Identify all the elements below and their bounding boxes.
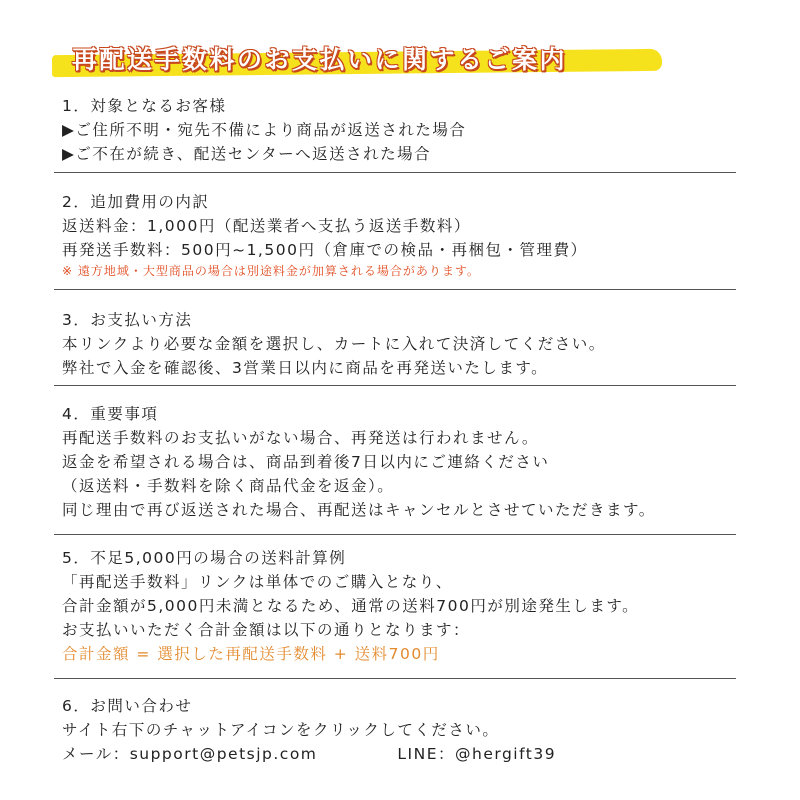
section-note: ※ 遠方地域・大型商品の場合は別途料金が加算される場合があります。	[62, 264, 480, 278]
section-line: （返送料・手数料を除く商品代金を返金）。	[62, 477, 395, 495]
divider	[54, 385, 736, 386]
divider	[54, 678, 736, 679]
section-line: ▶ご住所不明・宛先不備により商品が返送された場合	[62, 121, 467, 139]
section-line: 再配送手数料のお支払いがない場合、再発送は行われません。	[62, 429, 539, 447]
section-line: 合計金額が5,000円未満となるため、通常の送料700円が別途発生します。	[62, 597, 640, 615]
section-target-customers	[62, 94, 738, 166]
section-line: 本リンクより必要な金額を選択し、カートに入れて決済してください。	[62, 335, 606, 353]
section-line: 「再配送手数料」リンクは単体でのご購入となり、	[62, 573, 453, 591]
page-title: 再配送手数料のお支払いに関するご案内	[72, 45, 568, 74]
section-line: ▶ご不在が続き、配送センターへ返送された場合	[62, 145, 432, 163]
section-additional-costs	[62, 190, 738, 280]
formula-line: 合計金額 = 選択した再配送手数料 + 送料700円	[62, 645, 440, 663]
section-line: サイト右下のチャットアイコンをクリックしてください。	[62, 721, 500, 739]
section-payment-method	[62, 308, 738, 380]
line-contact[interactable]: LINE：@hergift39	[397, 745, 557, 763]
section-important	[62, 402, 738, 522]
divider	[54, 289, 736, 290]
section-line: 弊社で入金を確認後、3営業日以内に商品を再発送いたします。	[62, 359, 549, 377]
section-line: 返送料金：1,000円（配送業者へ支払う返送手数料）	[62, 217, 471, 235]
section-line: 再発送手数料：500円~1,500円（倉庫での検品・再梱包・管理費）	[62, 241, 588, 259]
section-line: 同じ理由で再び返送された場合、再配送はキャンセルとさせていただきます。	[62, 501, 656, 519]
section-heading: 5．不足5,000円の場合の送料計算例	[62, 549, 347, 567]
divider	[54, 534, 736, 535]
divider	[54, 172, 736, 173]
contact-row	[62, 742, 738, 766]
section-shipping-calc	[62, 546, 738, 666]
email-contact[interactable]: メール：support@petsjp.com	[62, 745, 318, 763]
section-line: 返金を希望される場合は、商品到着後7日以内にご連絡ください	[62, 453, 550, 471]
section-heading: 6．お問い合わせ	[62, 697, 193, 715]
section-heading: 2．追加費用の内訳	[62, 193, 210, 211]
section-heading: 3．お支払い方法	[62, 311, 193, 329]
title-banner	[52, 38, 664, 82]
section-heading: 4．重要事項	[62, 405, 159, 423]
section-heading: 1．対象となるお客様	[62, 97, 227, 115]
section-line: お支払いいただく合計金額は以下の通りとなります：	[62, 621, 471, 639]
section-contact	[62, 694, 738, 766]
